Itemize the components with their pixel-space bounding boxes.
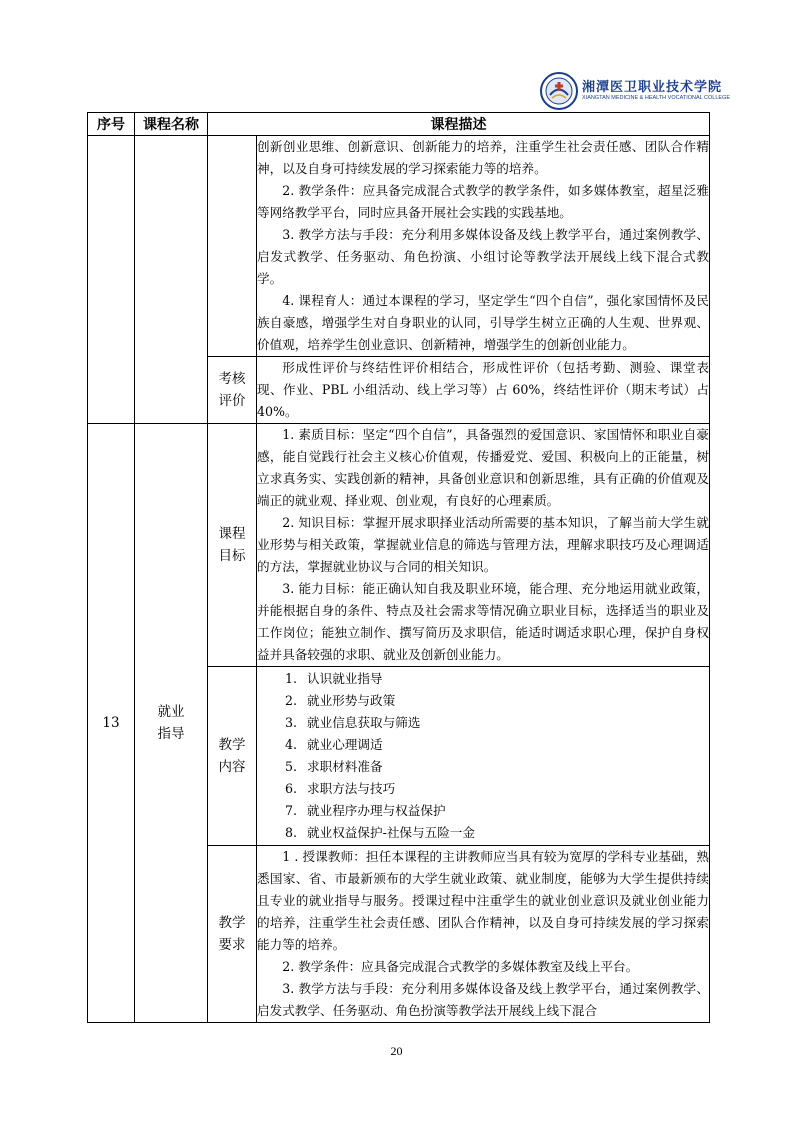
list-item: 3. 就业信息获取与筛选: [285, 715, 421, 730]
header-course-description: 课程描述: [208, 113, 710, 136]
list-item: 2. 就业形势与政策: [285, 693, 396, 708]
table-header-row: [88, 113, 710, 136]
course-name: 就业 指导: [135, 424, 208, 1023]
continued-paragraph: 创新创业思维、创新意识、创新能力的培养，注重学生社会责任感、团队合作精神，以及自身可持续发展的学习探索能力等的培养。: [257, 139, 709, 176]
continued-requirements-text: [257, 136, 710, 357]
goal-paragraph: 3. 能力目标：能正确认知自我及职业环境，能合理、充分地运用就业政策，并能根据自身的条件、特点及社会需求等情况确立职业目标，选择适当的职业及工作岗位；能独立制作、撰写简历及求职信，能适时调适求职心理，保护自身权益并具备较强的求职、就业及创新创业能力。: [257, 581, 709, 662]
list-item: 6. 求职方法与技巧: [285, 781, 396, 796]
requirements-label: 教学 要求: [208, 846, 257, 1023]
header-course-name: 课程名称: [135, 113, 208, 136]
list-item: 8. 就业权益保护-社保与五险一金: [285, 825, 475, 840]
goal-paragraph: 2. 知识目标：掌握开展求职择业活动所需要的基本知识，了解当前大学生就业形势与相关政策，掌握就业信息的筛选与管理方法，理解求职技巧及心理调适的方法，掌握就业协议与合同的相关知识。: [257, 515, 709, 574]
course-table: [87, 112, 710, 1023]
continued-label-cell: [208, 136, 257, 357]
continued-paragraph: 2. 教学条件：应具备完成混合式教学的教学条件，如多媒体教室，超星泛雅等网络教学平台，同时应具备开展社会实践的实践基地。: [257, 183, 709, 220]
header-number: 序号: [88, 113, 135, 136]
requirement-paragraph: 2. 教学条件：应具备完成混合式教学的多媒体教室及线上平台。: [282, 959, 639, 974]
continued-number-cell: [88, 136, 135, 424]
college-logo-header: [540, 72, 731, 112]
list-item: 1. 认识就业指导: [285, 671, 383, 686]
goals-text-cell: [257, 424, 710, 667]
list-item: 5. 求职材料准备: [285, 759, 383, 774]
list-item: 7. 就业程序办理与权益保护: [285, 803, 446, 818]
assessment-text-cell: [257, 357, 710, 424]
college-name-en: XIANGTAN MEDICINE & HEALTH VOCATIONAL COLLEGE: [582, 95, 731, 101]
requirements-text-cell: [257, 846, 710, 1023]
content-label: 教学 内容: [208, 667, 257, 846]
requirement-paragraph: 3. 教学方法与手段：充分利用多媒体设备及线上教学平台，通过案例教学、启发式教学、任务驱动、角色扮演等教学法开展线上线下混合: [257, 981, 709, 1018]
continued-paragraph: 3. 教学方法与手段：充分利用多媒体设备及线上教学平台，通过案例教学、启发式教学、任务驱动、角色扮演、小组讨论等教学法开展线上线下混合式教学。: [257, 227, 709, 286]
assessment-text: 形成性评价与终结性评价相结合，形成性评价（包括考勤、测验、课堂表现、作业、PBL 小组活动、线上学习等）占 60%，终结性评价（期末考试）占 40%。: [257, 360, 709, 419]
continued-requirements-row: [88, 136, 710, 357]
course-goals-row: [88, 424, 710, 667]
list-item: 4. 就业心理调适: [285, 737, 383, 752]
course-number: 13: [88, 424, 135, 1023]
content-list-cell: [257, 667, 710, 846]
page-number: 20: [390, 1044, 403, 1058]
college-emblem-icon: [540, 72, 578, 110]
assessment-label: 考核 评价: [208, 357, 257, 424]
continued-name-cell: [135, 136, 208, 424]
continued-paragraph: 4. 课程育人：通过本课程的学习，坚定学生“四个自信”，强化家国情怀及民族自豪感，增强学生对自身职业的认同，引导学生树立正确的人生观、世界观、价值观，培养学生创业意识、创新精神，增强学生的创新创业能力。: [257, 293, 709, 352]
requirement-paragraph: 1 . 授课教师：担任本课程的主讲教师应当具有较为宽厚的学科专业基础，熟悉国家、省、市最新颁布的大学生就业政策、就业制度，能够为大学生提供持续且专业的就业指导与服务。授课过程中注重学生的就业创业意识及就业创业能力的培养，注重学生社会责任感、团队合作精神，以及自身可持续发展的学习探索能力等的培养。: [257, 849, 709, 952]
college-name-cn: 湘潭医卫职业技术学院: [582, 80, 723, 95]
goals-label: 课程 目标: [208, 424, 257, 667]
goal-paragraph: 1. 素质目标：坚定“四个自信”，具备强烈的爱国意识、家国情怀和职业自豪感，能自觉践行社会主义核心价值观，传播爱党、爱国、积极向上的正能量，树立求真务实、实践创新的精神，具备创业意识和创新思维，具有正确的价值观及端正的就业观、择业观、创业观，有良好的心理素质。: [257, 427, 709, 508]
